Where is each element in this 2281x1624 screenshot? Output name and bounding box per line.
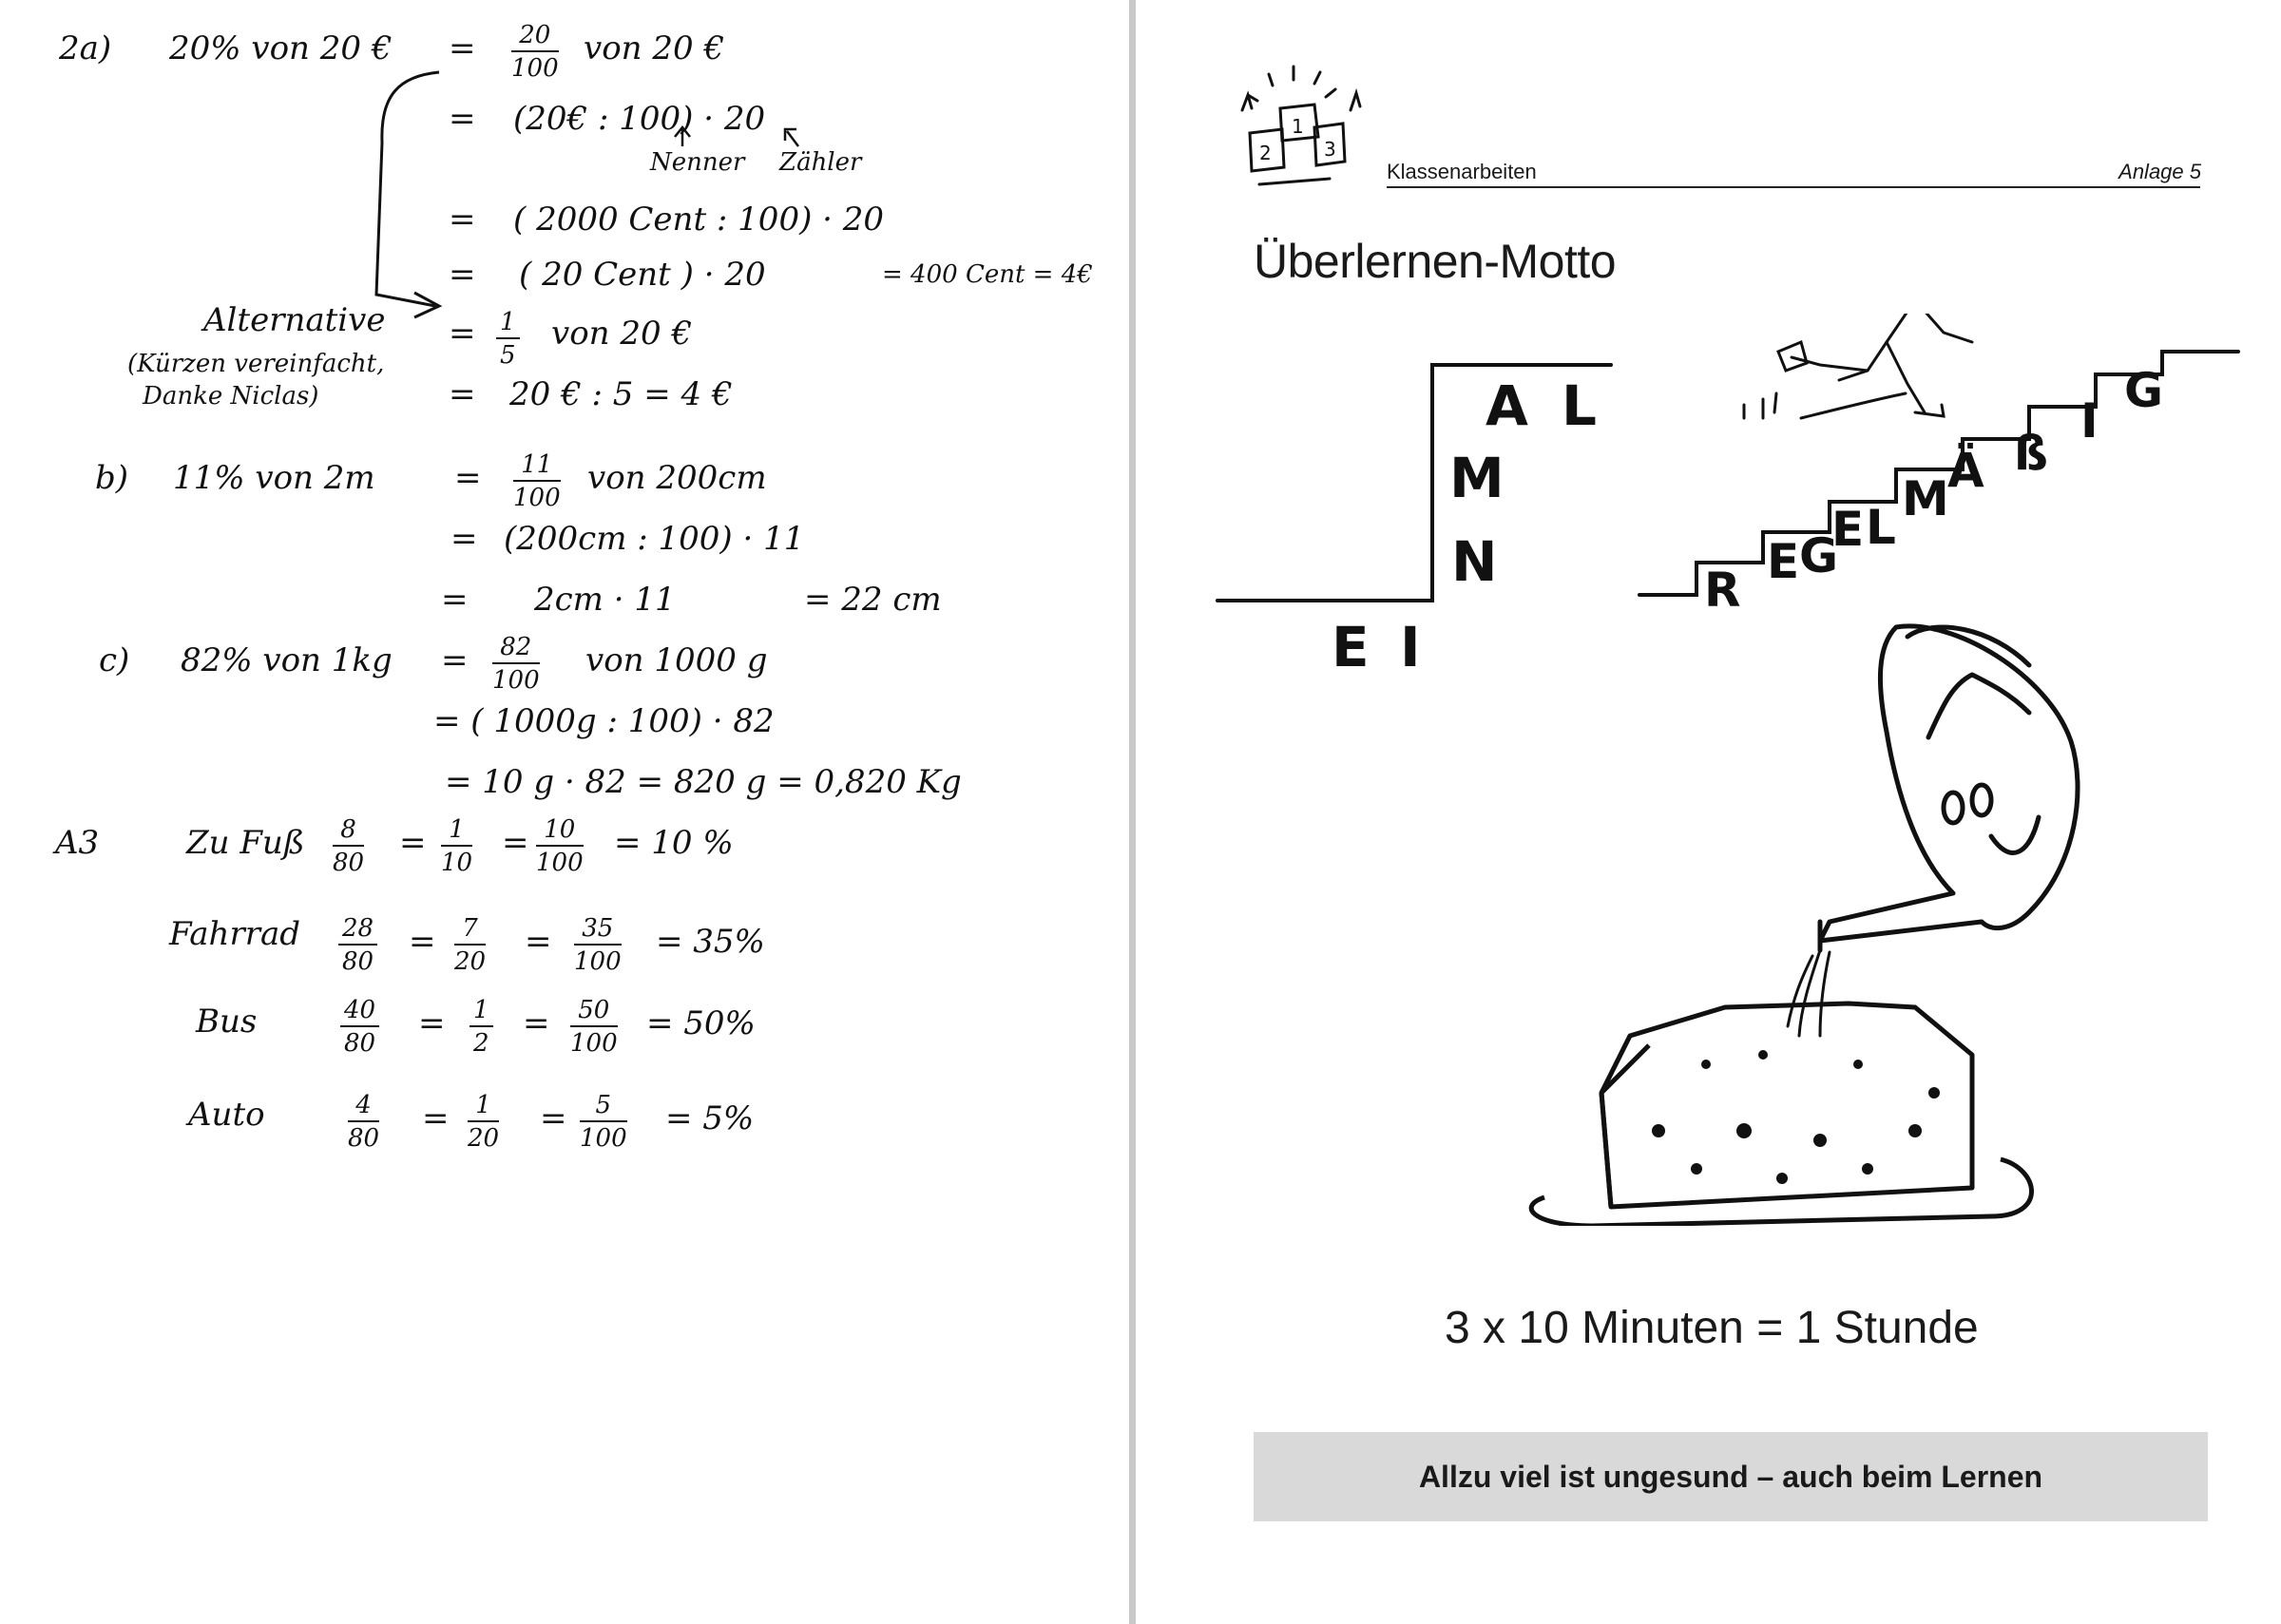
a3-fraction: $\frac{1}{20}$ [468, 1091, 500, 1153]
task-2c-line3: = 10 g · 82 = 820 g = 0,820 Kg [445, 763, 962, 801]
fraction-1-5: $\frac{1}{5}$ [496, 310, 520, 368]
watering-can-sponge-illustration [1421, 599, 2086, 1226]
stair-letter: ß [2014, 426, 2048, 481]
stair-letter: G [2124, 363, 2164, 418]
task-2c-rhs: von 1000 g [585, 641, 768, 679]
header-annex: Anlage 5 [2118, 160, 2201, 183]
task-2a-line6: 20 € : 5 = 4 € [509, 375, 733, 413]
a3-fraction: $\frac{5}{100}$ [580, 1091, 627, 1153]
task-a3-label: A3 [55, 824, 100, 862]
stair-letter: G [1799, 528, 1839, 583]
a3-fraction: $\frac{50}{100}$ [570, 996, 618, 1058]
a3-fraction: $\frac{28}{80}$ [338, 916, 377, 974]
equals-sign: = [449, 256, 476, 294]
alternative-label: Alternative [203, 301, 386, 339]
task-2b-line2: (200cm : 100) · 11 [504, 520, 805, 558]
stair-letter: L [1866, 500, 1896, 555]
motto-text: Allzu viel ist ungesund – auch beim Lernen [1418, 1459, 2043, 1494]
page-title: Überlernen-Motto [1254, 235, 1617, 288]
task-2a-rhs: von 20 € [584, 29, 725, 67]
equals-sign: = [449, 201, 476, 239]
fraction-82-100: $\frac{82}{100}$ [492, 633, 540, 695]
task-2b-line3-result: = 22 cm [804, 581, 942, 619]
podium-number: 3 [1324, 138, 1336, 161]
a3-row-label: Bus [196, 1003, 258, 1041]
motto-box [1254, 1432, 2208, 1521]
task-2a-line5-rhs: von 20 € [551, 315, 693, 353]
equals-sign: = [502, 824, 529, 862]
fraction-11-100: $\frac{11}{100}$ [513, 450, 561, 512]
equals-sign: = [525, 923, 552, 961]
a3-fraction: $\frac{1}{2}$ [470, 998, 493, 1056]
a3-row-result: = 35% [656, 923, 765, 961]
equals-sign: = [441, 581, 469, 619]
stair-letter: Ä [1947, 443, 1984, 498]
stair-letter: E [1767, 534, 1800, 589]
equals-sign: = [449, 315, 476, 353]
handwritten-solutions-page [0, 0, 1129, 1624]
a3-row-result: = 5% [665, 1099, 755, 1137]
header-rule [1387, 186, 2200, 188]
note-nenner: Nenner [650, 148, 745, 177]
task-2b-label: b) [95, 459, 129, 497]
stair-letter: N [1451, 529, 1498, 594]
equals-sign: = [418, 1004, 446, 1042]
a3-fraction: $\frac{1}{10}$ [441, 815, 473, 877]
podium-number: 2 [1259, 142, 1272, 164]
equals-sign: = [422, 1099, 450, 1137]
stair-letter: L [1562, 373, 1597, 438]
task-2a-line3: ( 2000 Cent : 100) · 20 [513, 201, 885, 239]
equals-sign: = [454, 459, 482, 497]
a3-fraction: $\frac{8}{80}$ [333, 815, 365, 877]
task-2b-rhs: von 200cm [587, 459, 767, 497]
task-2b-line3: 2cm · 11 [534, 581, 676, 619]
equals-sign: = [409, 923, 436, 961]
alternative-note-1: (Kürzen vereinfacht, [127, 350, 385, 378]
stair-letter: E [1831, 502, 1865, 557]
a3-fraction: $\frac{40}{80}$ [340, 998, 379, 1056]
stair-letter: I [1400, 615, 1421, 679]
equals-sign: = [399, 824, 427, 862]
a3-fraction: $\frac{35}{100}$ [574, 914, 622, 976]
stair-letter: E [1332, 615, 1370, 679]
time-equation: 3 x 10 Minuten = 1 Stunde [1445, 1303, 1979, 1353]
alternative-note-2: Danke Niclas) [143, 382, 319, 411]
page-divider [1129, 0, 1136, 1624]
task-2c-line2: = ( 1000g : 100) · 82 [433, 702, 775, 740]
equals-sign: = [523, 1004, 550, 1042]
equals-sign: = [441, 641, 469, 679]
task-2c-label: c) [99, 641, 130, 679]
a3-row-label: Auto [188, 1096, 265, 1134]
stair-letter: R [1704, 563, 1741, 618]
a3-fraction: $\frac{10}{100}$ [536, 815, 584, 877]
podium-number: 1 [1292, 115, 1304, 138]
note-zaehler: Zähler [779, 148, 862, 177]
equals-sign: = [449, 375, 476, 413]
equals-sign: = [540, 1099, 567, 1137]
a3-row-result: = 10 % [614, 824, 734, 862]
header-label: Klassenarbeiten [1387, 160, 1537, 183]
task-2a-line4: ( 20 Cent ) · 20 [519, 256, 766, 294]
task-2b-lhs: 11% von 2m [173, 459, 375, 497]
a3-row-result: = 50% [646, 1004, 756, 1042]
task-2a-line4-result: = 400 Cent = 4€ [882, 260, 1093, 289]
a3-fraction: $\frac{4}{80}$ [348, 1091, 380, 1153]
stair-letter: I [2080, 393, 2099, 449]
task-2c-lhs: 82% von 1kg [181, 641, 393, 679]
podium-logo-icon [1231, 57, 1383, 200]
a3-row-label: Zu Fuß [186, 824, 305, 862]
equals-sign: = [449, 100, 476, 138]
worksheet-page [1136, 0, 2281, 1624]
task-2a-line2: (20€ : 100) · 20 [513, 100, 766, 138]
equals-sign: = [449, 29, 476, 67]
task-2a-lhs: 20% von 20 € [169, 29, 393, 67]
stair-letter: M [1449, 446, 1505, 510]
stair-letter: M [1902, 471, 1949, 526]
fraction-20-100: $\frac{20}{100}$ [511, 21, 559, 83]
task-2a-label: 2a) [59, 29, 112, 67]
a3-fraction: $\frac{7}{20}$ [454, 914, 487, 976]
a3-row-label: Fahrrad [169, 915, 300, 953]
equals-sign: = [450, 520, 478, 558]
handwritten-connector-arrows [0, 0, 1129, 497]
stair-letter: A [1486, 373, 1528, 438]
